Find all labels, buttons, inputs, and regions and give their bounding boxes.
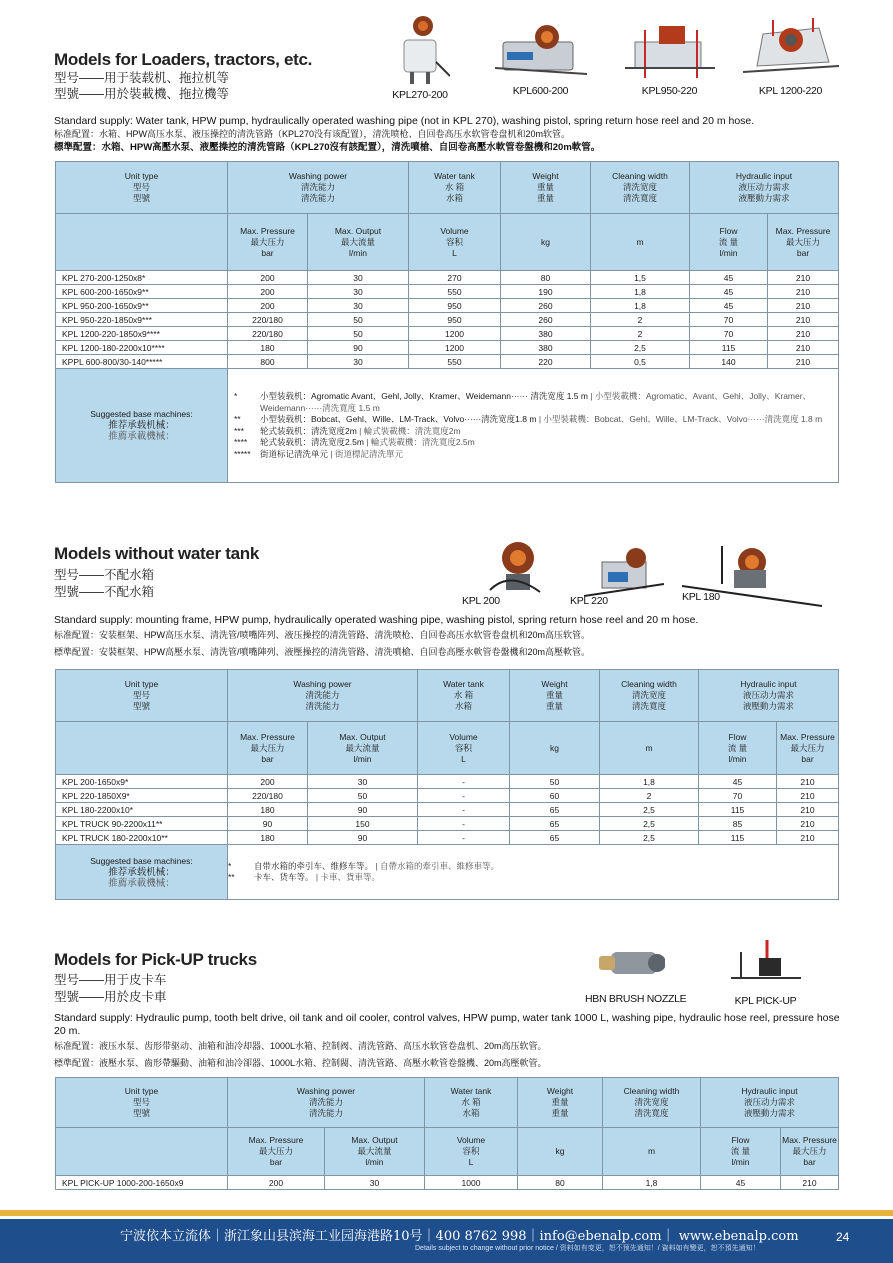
header-unit-type: Unit type 型号 型號 (56, 1078, 228, 1128)
product-label: KPL 200 (462, 595, 500, 607)
product-label: KPL950-220 (641, 85, 698, 97)
value-cell: 200 (228, 271, 308, 285)
spec-table (55, 161, 839, 483)
subheader-max-output: Max. Output 最大流量 l/min (308, 214, 409, 271)
value-cell: 210 (768, 299, 839, 313)
subheader-m: m (600, 722, 699, 775)
model-cell: KPL 950-200-1650x9** (56, 299, 228, 313)
table-body (56, 1176, 839, 1190)
section-title-tw: 型號——用於裝載機、拖拉機等 (54, 87, 230, 101)
value-cell: 210 (777, 775, 839, 789)
value-cell: 30 (308, 355, 409, 369)
product-kpl950 (622, 20, 717, 97)
value-cell: 30 (308, 775, 418, 789)
section-title-cn: 型号——不配水箱 (54, 568, 155, 582)
value-cell: 200 (228, 775, 308, 789)
page-number: 24 (836, 1230, 850, 1244)
kpl950-image (625, 20, 715, 80)
note-mark: *** (234, 425, 244, 436)
header-washing-power: Washing power 清洗能力 清洗能力 (228, 1078, 425, 1128)
value-cell: 80 (518, 1176, 603, 1190)
note-mark: ***** (234, 448, 251, 459)
value-cell: 190 (501, 285, 591, 299)
subheader-kg: kg (518, 1128, 603, 1176)
product-kpl180 (682, 544, 827, 613)
header-unit-type: Unit type 型号 型號 (56, 162, 228, 214)
model-cell: KPL TRUCK 180-2200x10** (56, 831, 228, 845)
value-cell: 90 (308, 831, 418, 845)
subheader-blank (56, 722, 228, 775)
kpl270-image (390, 12, 450, 84)
subheader-max-pressure: Max. Pressure 最大压力 bar (228, 722, 308, 775)
value-cell: 800 (228, 355, 308, 369)
subheader-volume: Volume 容积 L (418, 722, 510, 775)
table-row (56, 299, 839, 313)
note-mark: * (234, 391, 238, 401)
subheader-blank (56, 214, 228, 271)
value-cell: 220 (501, 355, 591, 369)
value-cell: 950 (409, 313, 501, 327)
value-cell: 210 (781, 1176, 839, 1190)
product-label: KPL 220 (570, 595, 608, 607)
value-cell: 30 (308, 299, 409, 313)
value-cell: 90 (308, 803, 418, 817)
value-cell: 180 (228, 831, 308, 845)
value-cell: 60 (510, 789, 600, 803)
subheader-volume: Volume 容积 L (425, 1128, 518, 1176)
table-row (56, 327, 839, 341)
subheader-kg: kg (501, 214, 591, 271)
header-water-tank: Water tank 水 箱 水箱 (425, 1078, 518, 1128)
product-kpl600 (493, 22, 588, 97)
model-cell: KPL PICK-UP 1000-200-1650x9 (56, 1176, 228, 1190)
supply-en: Standard supply: Hydraulic pump, tooth belt drive, oil tank and oil cooler, control valves, HPW pump, water tank 1000 L, washing pipe, hydraulic hose reel, pressure hose 20 m. (54, 1012, 840, 1037)
subheader-flow: Flow 流 量 l/min (699, 722, 777, 775)
value-cell: 260 (501, 299, 591, 313)
footer-stripe-white (0, 1216, 893, 1219)
table-row (56, 341, 839, 355)
kpl-pickup-image (731, 940, 801, 990)
value-cell: 45 (701, 1176, 781, 1190)
subheader-max-pressure: Max. Pressure 最大压力 bar (228, 214, 308, 271)
table-row (56, 313, 839, 327)
value-cell: 45 (690, 285, 768, 299)
value-cell: 2,5 (600, 817, 699, 831)
value-cell: 70 (690, 327, 768, 341)
value-cell: 85 (699, 817, 777, 831)
product-label: HBN BRUSH NOZZLE (585, 993, 687, 1005)
note-text: 轮式装载机：清洗宽度2m | 輪式裝載機：清洗寬度2m (260, 425, 461, 436)
subheader-blank (56, 1128, 228, 1176)
value-cell: 50 (308, 327, 409, 341)
header-hydraulic-input: Hydraulic input 液压动力需求 液壓動力需求 (701, 1078, 839, 1128)
value-cell: 380 (501, 341, 591, 355)
value-cell: 45 (690, 299, 768, 313)
supply-tw: 標準配置：安裝框架、HPW高壓水泵、清洗管/噴嘴陣列、液壓操控的清洗管路、清洗噴槍、自回卷高壓水軟管卷盤機和20m高壓軟管。 (54, 647, 591, 657)
value-cell: 220/180 (228, 327, 308, 341)
header-weight: Weight 重量 重量 (501, 162, 591, 214)
value-cell: 220/180 (228, 789, 308, 803)
section-title-tw: 型號——不配水箱 (54, 585, 155, 599)
header-hydraulic-input: Hydraulic input 液压动力需求 液壓動力需求 (690, 162, 839, 214)
section-title-tw: 型號——用於皮卡車 (54, 990, 167, 1004)
supply-cn: 标准配置：安装框架、HPW高压水泵、清洗管/喷嘴阵列、液压操控的清洗管路、清洗喷枪、自回卷高压水软管卷盘机和20m高压软管。 (54, 630, 591, 640)
header-water-tank: Water tank 水 箱 水箱 (418, 670, 510, 722)
subheader-hyd-pressure: Max. Pressure 最大压力 bar (768, 214, 839, 271)
value-cell: 90 (228, 817, 308, 831)
suggested-machines-label: Suggested base machines: 推荐承载机械： 推薦承載機械： (56, 369, 228, 483)
value-cell: 50 (510, 775, 600, 789)
value-cell: 30 (325, 1176, 425, 1190)
value-cell: 210 (777, 789, 839, 803)
supply-en: Standard supply: mounting frame, HPW pump, hydraulically operated washing pipe, washing pistol, spring return hose reel and 20 m hose. (54, 614, 699, 626)
subheader-m: m (603, 1128, 701, 1176)
note-item (228, 861, 832, 873)
value-cell: 210 (777, 803, 839, 817)
header-weight: Weight 重量 重量 (510, 670, 600, 722)
table-body (56, 271, 839, 369)
supply-en: Standard supply: Water tank, HPW pump, hydraulically operated washing pipe (not in KPL 270), washing pistol, spring return hose reel and 20 m hose. (54, 115, 755, 127)
note-item (234, 391, 832, 414)
note-item (228, 872, 832, 884)
header-water-tank: Water tank 水 箱 水箱 (409, 162, 501, 214)
note-text: 小型装载机：Agromatic Avant、Gehl, Jolly、Kramer、Weidemann······ 清洗宽度 1.5 m | 小型裝載機：Agromatic、Avant、Gehl、Jolly、Kramer、Weidemann······清洗寬度 1.5 m (260, 391, 812, 413)
value-cell: - (418, 831, 510, 845)
supply-tw: 標準配置：液壓水泵、齒形帶驅動、油箱和油冷卻器、1000L水箱、控制閥、清洗管路、高壓水軟管卷盤機、20m高壓軟管。 (54, 1058, 547, 1068)
note-text: 轮式装载机：清洗宽度2.5m | 輪式裝載機：清洗寬度2.5m (260, 437, 475, 447)
header-unit-type: Unit type 型号 型號 (56, 670, 228, 722)
value-cell: 50 (308, 789, 418, 803)
table-row (56, 817, 839, 831)
table-row (56, 803, 839, 817)
value-cell: 70 (699, 789, 777, 803)
subheader-max-pressure: Max. Pressure 最大压力 bar (228, 1128, 325, 1176)
product-kpl220 (570, 544, 660, 607)
value-cell: 2,5 (600, 803, 699, 817)
note-mark: * (228, 860, 232, 871)
model-cell: KPL 200-1650x9* (56, 775, 228, 789)
note-item (234, 449, 832, 461)
product-label: KPL270-200 (392, 89, 448, 101)
value-cell: 200 (228, 285, 308, 299)
section-title-en: Models without water tank (54, 544, 260, 563)
value-cell: 45 (690, 271, 768, 285)
table-row (56, 1176, 839, 1190)
value-cell: 210 (768, 327, 839, 341)
note-item (234, 437, 832, 449)
value-cell: 210 (777, 817, 839, 831)
value-cell: 30 (308, 271, 409, 285)
value-cell: 1200 (409, 341, 501, 355)
standard-supply (54, 614, 844, 659)
value-cell: 180 (228, 803, 308, 817)
value-cell: 270 (409, 271, 501, 285)
value-cell: 70 (690, 313, 768, 327)
supply-cn: 标准配置：液压水泵、齿形带驱动、油箱和油冷却器、1000L水箱、控制阀、清洗管路、高压水软管卷盘机、20m高压软管。 (54, 1041, 547, 1051)
value-cell: 150 (308, 817, 418, 831)
value-cell: 115 (699, 803, 777, 817)
header-cleaning-width: Cleaning width 清洗宽度 清洗寬度 (591, 162, 690, 214)
suggested-machines-notes (228, 845, 839, 900)
product-label: KPL PICK-UP (734, 995, 797, 1007)
kpl1200-image (743, 14, 839, 80)
value-cell: 260 (501, 313, 591, 327)
table-row (56, 831, 839, 845)
value-cell: - (418, 803, 510, 817)
model-cell: KPL 270-200-1250x8* (56, 271, 228, 285)
subheader-volume: Volume 容积 L (409, 214, 501, 271)
header-cleaning-width: Cleaning width 清洗宽度 清洗寬度 (603, 1078, 701, 1128)
section-title-en: Models for Pick-UP trucks (54, 950, 257, 969)
value-cell: 65 (510, 803, 600, 817)
value-cell: 2 (600, 789, 699, 803)
product-kpl270 (385, 12, 455, 101)
value-cell: 1,8 (603, 1176, 701, 1190)
value-cell: 0,5 (591, 355, 690, 369)
model-cell: KPL 1200-180-2200x10**** (56, 341, 228, 355)
value-cell: 1,8 (591, 285, 690, 299)
model-cell: KPL TRUCK 90-2200x11** (56, 817, 228, 831)
value-cell: 210 (768, 313, 839, 327)
value-cell: - (418, 775, 510, 789)
subheader-m: m (591, 214, 690, 271)
footer-disclaimer: Details subject to change without prior notice / 资料如有变更，恕不预先通知！/ 資料如有變更，恕不預先通知！ (415, 1245, 760, 1252)
value-cell: 1,5 (591, 271, 690, 285)
page-footer (0, 1210, 893, 1263)
table-row (56, 355, 839, 369)
model-cell: KPL 600-200-1650x9** (56, 285, 228, 299)
value-cell: 80 (501, 271, 591, 285)
table-row (56, 271, 839, 285)
value-cell: 50 (308, 313, 409, 327)
model-cell: KPL 1200-220-1850x9**** (56, 327, 228, 341)
header-cleaning-width: Cleaning width 清洗宽度 清洗寬度 (600, 670, 699, 722)
product-kpl-pickup (728, 940, 803, 1007)
note-text: 卡车、货车等。 | 卡車、貨車等。 (254, 872, 380, 882)
value-cell: 220/180 (228, 313, 308, 327)
note-mark: **** (234, 437, 248, 447)
product-label: KPL 1200-220 (758, 85, 823, 97)
subheader-max-output: Max. Output 最大流量 l/min (325, 1128, 425, 1176)
note-item (234, 414, 832, 426)
supply-tw: 標準配置：水箱、HPW高壓水泵、液壓操控的清洗管路（KPL270沒有該配置），清洗噴槍、自回卷高壓水軟管卷盤機和20m軟管。 (54, 142, 601, 153)
subheader-max-output: Max. Output 最大流量 l/min (308, 722, 418, 775)
note-item (234, 426, 832, 438)
kpl220-image (584, 544, 664, 602)
model-cell: KPPL 600-800/30-140***** (56, 355, 228, 369)
model-cell: KPL 950-220-1850x9*** (56, 313, 228, 327)
header-hydraulic-input: Hydraulic input 液压动力需求 液壓動力需求 (699, 670, 839, 722)
value-cell: 65 (510, 817, 600, 831)
note-text: 街道标记清洗单元 | 街道標記清洗單元 (260, 448, 403, 459)
spec-table (55, 669, 839, 900)
value-cell: 2,5 (591, 341, 690, 355)
footer-contact: 宁波依本立流体｜浙江象山县滨海工业园海港路10号｜400 8762 998｜info@ebenalp.com｜ www.ebenalp.com (120, 1229, 799, 1244)
subheader-flow: Flow 流 量 l/min (690, 214, 768, 271)
value-cell: 200 (228, 299, 308, 313)
product-kpl1200 (738, 14, 843, 97)
value-cell: 550 (409, 355, 501, 369)
value-cell: 1,8 (591, 299, 690, 313)
note-mark: ** (234, 414, 241, 424)
value-cell: 2,5 (600, 831, 699, 845)
value-cell: 1200 (409, 327, 501, 341)
value-cell: 210 (768, 341, 839, 355)
standard-supply (54, 115, 844, 154)
section-title-cn: 型号——用于装载机、拖拉机等 (54, 71, 230, 85)
suggested-machines-notes (228, 369, 839, 483)
product-hbn-brush-nozzle (585, 938, 687, 1005)
value-cell: - (418, 789, 510, 803)
kpl600-image (495, 22, 587, 80)
value-cell: 550 (409, 285, 501, 299)
value-cell: 115 (690, 341, 768, 355)
value-cell: 90 (308, 341, 409, 355)
value-cell: - (418, 817, 510, 831)
spec-table (55, 1077, 839, 1190)
standard-supply (54, 1012, 844, 1070)
note-text: 小型装载机：Bobcat、Gehl、Wille、LM-Track、Volvo······清洗宽度1.8 m | 小型裝載機：Bobcat、Gehl、Wille、LM-Track、Volvo······清洗寬度 1.8 m (260, 414, 823, 424)
value-cell: 115 (699, 831, 777, 845)
value-cell: 1000 (425, 1176, 518, 1190)
subheader-kg: kg (510, 722, 600, 775)
value-cell: 2 (591, 327, 690, 341)
suggested-machines-label: Suggested base machines: 推荐承载机械： 推薦承載機械： (56, 845, 228, 900)
table-row (56, 789, 839, 803)
model-cell: KPL 220-1850X9* (56, 789, 228, 803)
subheader-hyd-pressure: Max. Pressure 最大压力 bar (781, 1128, 839, 1176)
brush-nozzle-image (595, 938, 665, 988)
value-cell: 210 (768, 355, 839, 369)
value-cell: 140 (690, 355, 768, 369)
value-cell: 200 (228, 1176, 325, 1190)
table-row (56, 775, 839, 789)
value-cell: 210 (777, 831, 839, 845)
subheader-hyd-pressure: Max. Pressure 最大压力 bar (777, 722, 839, 775)
value-cell: 210 (768, 285, 839, 299)
product-label: KPL600-200 (512, 85, 569, 97)
subheader-flow: Flow 流 量 l/min (701, 1128, 781, 1176)
value-cell: 380 (501, 327, 591, 341)
section-title-cn: 型号——用于皮卡车 (54, 973, 167, 987)
table-row (56, 285, 839, 299)
value-cell: 210 (768, 271, 839, 285)
supply-cn: 标准配置：水箱、HPW高压水泵、液压操控的清洗管路（KPL270没有该配置），清洗喷枪、自回卷高压水软管卷盘机和20m软管。 (54, 129, 571, 139)
value-cell: 30 (308, 285, 409, 299)
note-mark: ** (228, 872, 235, 882)
value-cell: 1,8 (600, 775, 699, 789)
value-cell: 45 (699, 775, 777, 789)
product-kpl200 (462, 540, 557, 607)
note-text: 自带水箱的牵引车、维修车等。 | 自帶水箱的牽引車、維修車等。 (254, 860, 499, 871)
value-cell: 180 (228, 341, 308, 355)
kpl200-image (480, 540, 560, 596)
header-washing-power: Washing power 清洗能力 清洗能力 (228, 670, 418, 722)
section-title-en: Models for Loaders, tractors, etc. (54, 50, 313, 69)
value-cell: 2 (591, 313, 690, 327)
header-weight: Weight 重量 重量 (518, 1078, 603, 1128)
header-washing-power: Washing power 清洗能力 清洗能力 (228, 162, 409, 214)
value-cell: 65 (510, 831, 600, 845)
model-cell: KPL 180-2200x10* (56, 803, 228, 817)
table-body (56, 775, 839, 845)
product-label: KPL 180 (682, 591, 720, 603)
value-cell: 950 (409, 299, 501, 313)
